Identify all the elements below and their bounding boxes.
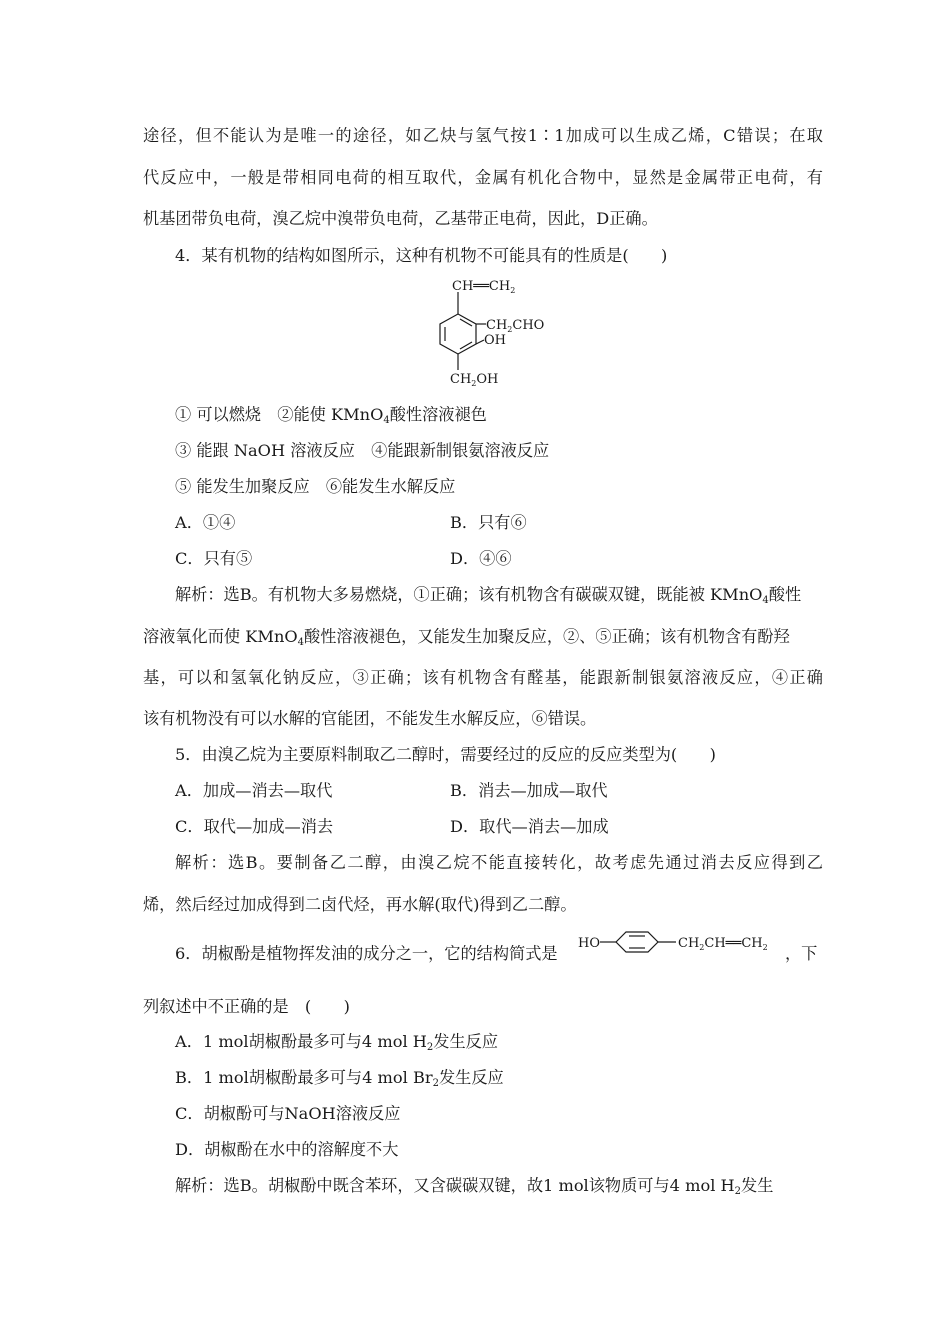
q6-stem: 6．胡椒酚是植物挥发油的成分之一，它的结构简式是 — [175, 944, 558, 963]
q5-option-d: D．取代—消去—加成 — [450, 817, 609, 836]
benzene-ring — [600, 932, 676, 952]
hydroxyl-group: OH — [484, 333, 506, 348]
intro-line-2: 代反应中，一般是带相同电荷的相互取代，金属有机化合物中，显然是金属带正电荷，有 — [143, 168, 823, 187]
q5-option-a: A．加成—消去—取代 — [175, 781, 333, 800]
q4-option-b: B．只有⑥ — [450, 513, 527, 532]
q4-property-line-2: ③ 能跟 NaOH 溶液反应 ④能跟新制银氨溶液反应 — [175, 441, 550, 460]
q4-stem: 4．某有机物的结构如图所示，这种有机物不可能具有的性质是( ) — [175, 246, 668, 265]
q6-structure-formula — [578, 928, 778, 962]
q4-structure-diagram — [420, 272, 550, 392]
allyl-group: $CH_2CH══CH_2$ — [678, 936, 768, 952]
q4-option-c: C．只有⑤ — [175, 549, 253, 568]
q6-stem-tail: ，下 — [785, 944, 818, 963]
q4-property-line-3: ⑤ 能发生加聚反应 ⑥能发生水解反应 — [175, 477, 456, 496]
q6-option-a: A．1 mol胡椒酚最多可与4 mol $H_2$发生反应 — [175, 1032, 499, 1053]
q6-option-b: B．1 mol胡椒酚最多可与4 mol $Br_2$发生反应 — [175, 1068, 504, 1089]
hydroxyl-group: HO — [578, 936, 600, 951]
intro-line-3: 机基团带负电荷，溴乙烷中溴带负电荷，乙基带正电荷，因此，D正确。 — [143, 209, 658, 228]
q5-answer-line-2: 烯，然后经过加成得到二卤代烃，再水解(取代)得到乙二醇。 — [143, 895, 577, 914]
q5-stem: 5．由溴乙烷为主要原料制取乙二醇时，需要经过的反应的反应类型为( ) — [175, 745, 716, 764]
q4-answer-line-1: 解析：选B。有机物大多易燃烧，①正确；该有机物含有碳碳双键，既能被 KMnO$_4$酸性 — [175, 585, 802, 606]
q6-option-c: C．胡椒酚可与NaOH溶液反应 — [175, 1104, 401, 1123]
vinyl-group: $CH══CH_2$ — [452, 279, 516, 295]
q6-answer-line-1: 解析：选B。胡椒酚中既含苯环，又含碳碳双键，故1 mol该物质可与4 mol $H_2$发生 — [175, 1176, 774, 1197]
q4-option-d: D．④⑥ — [450, 549, 512, 568]
q5-answer-line-1: 解析：选B。要制备乙二醇，由溴乙烷不能直接转化，故考虑先通过消去反应得到乙 — [175, 853, 823, 872]
q4-answer-line-4: 该有机物没有可以水解的官能团，不能发生水解反应，⑥错误。 — [143, 709, 597, 728]
q6-option-d: D．胡椒酚在水中的溶解度不大 — [175, 1140, 399, 1159]
intro-line-1: 途径，但不能认为是唯一的途径，如乙炔与氢气按1∶1加成可以生成乙烯，C错误；在取 — [143, 126, 823, 145]
q5-option-c: C．取代—加成—消去 — [175, 817, 334, 836]
q4-property-line-1: ① 可以燃烧 ②能使 KMnO$_4$酸性溶液褪色 — [175, 405, 487, 426]
benzene-ring — [440, 292, 486, 370]
q5-option-b: B．消去—加成—取代 — [450, 781, 608, 800]
ch2cho-group: $CH_2CHO$ — [486, 318, 545, 334]
q4-answer-line-3: 基，可以和氢氧化钠反应，③正确；该有机物含有醛基，能跟新制银氨溶液反应，④正确 — [143, 668, 823, 687]
q6-stem-line-2: 列叙述中不正确的是 ( ) — [143, 997, 350, 1016]
q4-option-a: A．①④ — [175, 513, 236, 532]
q4-answer-line-2: 溶液氧化而使 KMnO$_4$酸性溶液褪色，又能发生加聚反应，②、⑤正确；该有机物含有酚羟 — [143, 627, 790, 648]
ch2oh-group: $CH_2OH$ — [450, 372, 499, 388]
